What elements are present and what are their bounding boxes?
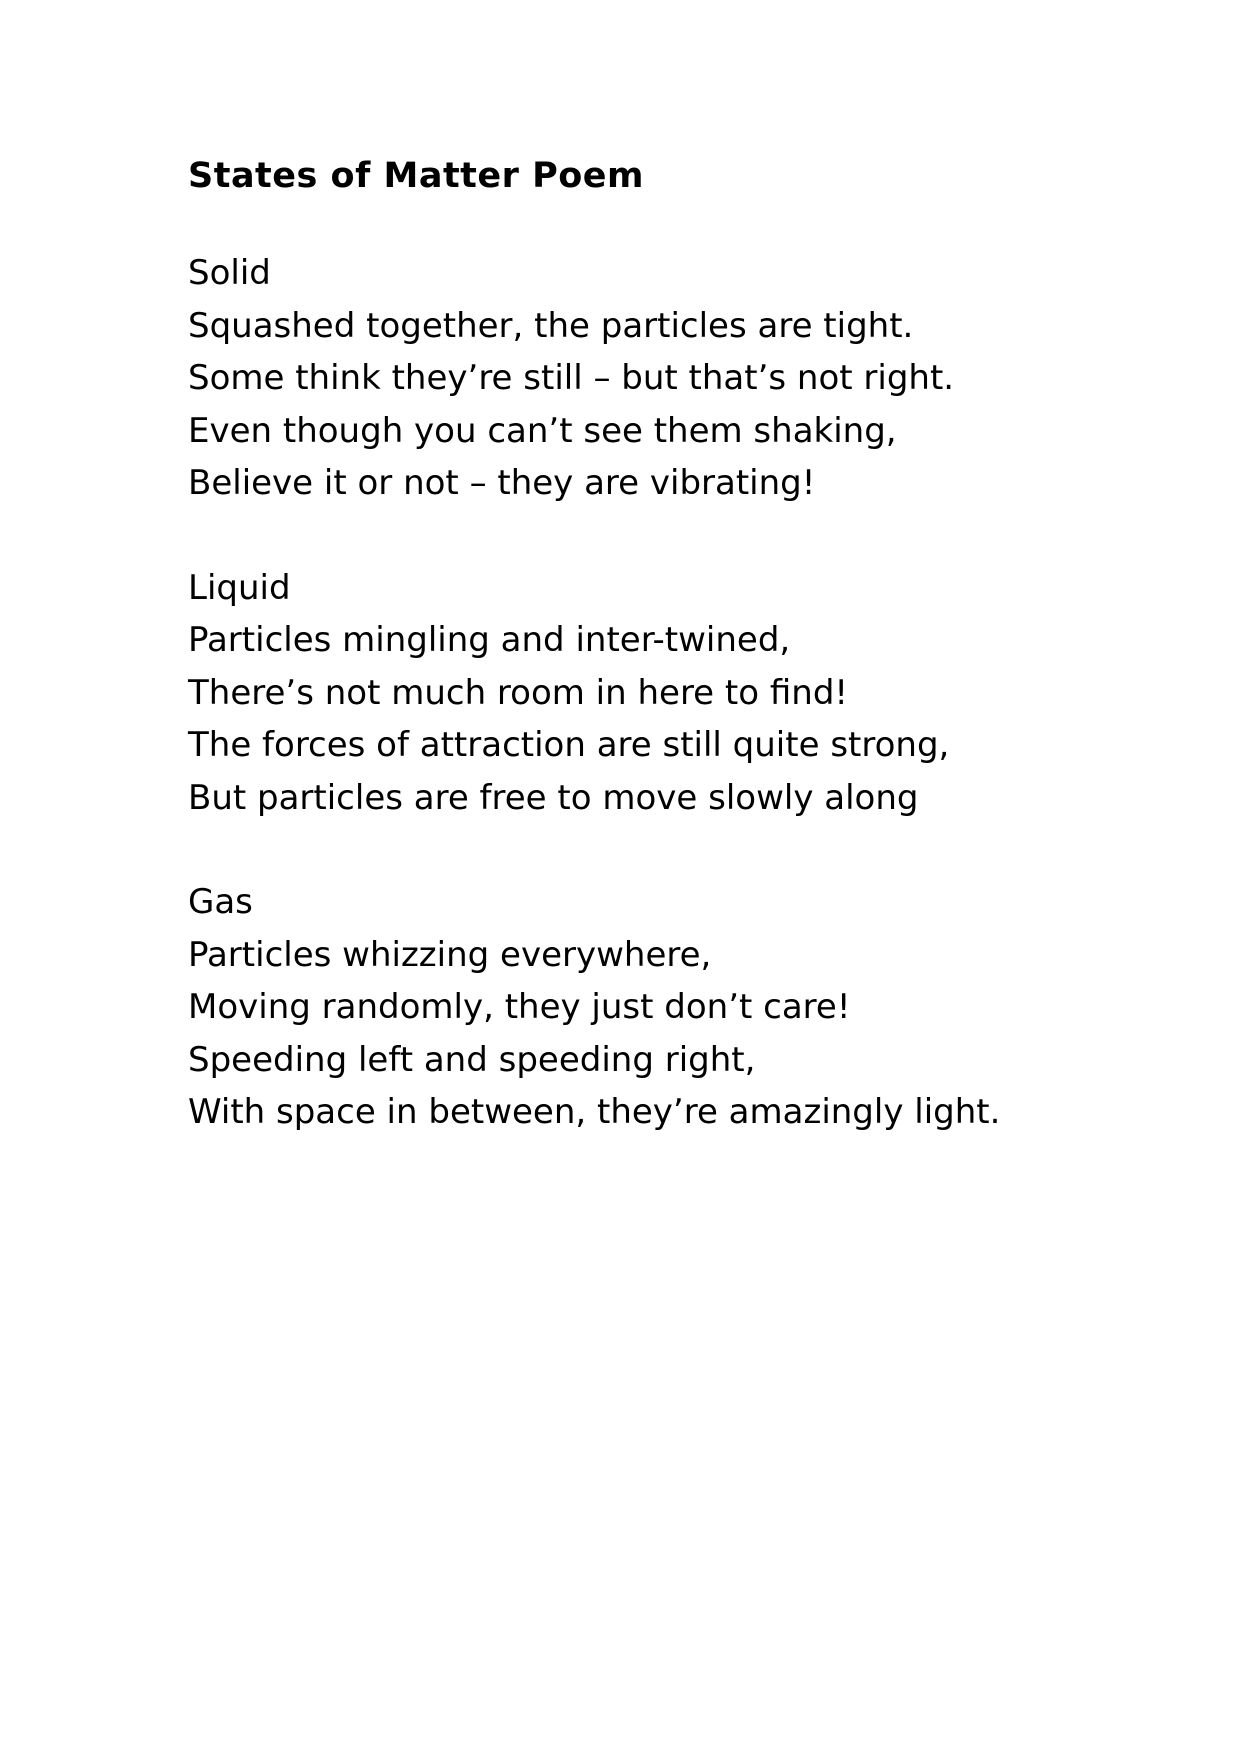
poem-line: Moving randomly, they just don’t care! <box>188 987 851 1027</box>
poem-line: There’s not much room in here to find! <box>188 672 849 713</box>
poem-line: Even though you can’t see them shaking, <box>188 410 897 451</box>
poem-line: Squashed together, the particles are tight. <box>188 305 914 346</box>
poem-line: Particles mingling and inter-twined, <box>188 620 791 660</box>
poem-line: Particles whizzing everywhere, <box>188 934 712 975</box>
stanza-heading: Solid <box>188 253 271 293</box>
poem-line: Speeding left and speeding right, <box>188 1039 756 1080</box>
stanza-heading: Gas <box>188 882 253 922</box>
poem-line: Believe it or not – they are vibrating! <box>188 463 816 503</box>
page-title: States of Matter Poem <box>188 156 644 196</box>
poem-line: But particles are free to move slowly along <box>188 777 919 818</box>
poem-content <box>188 150 1148 1191</box>
poem-line: With space in between, they’re amazingly light. <box>188 1092 1001 1132</box>
stanza-solid <box>188 247 1148 510</box>
poem-line: The forces of attraction are still quite strong, <box>188 725 950 765</box>
stanza-gas <box>188 876 1148 1139</box>
poem-line: Some think they’re still – but that’s not right. <box>188 358 955 398</box>
stanza-liquid <box>188 562 1148 825</box>
stanza-heading: Liquid <box>188 567 291 608</box>
